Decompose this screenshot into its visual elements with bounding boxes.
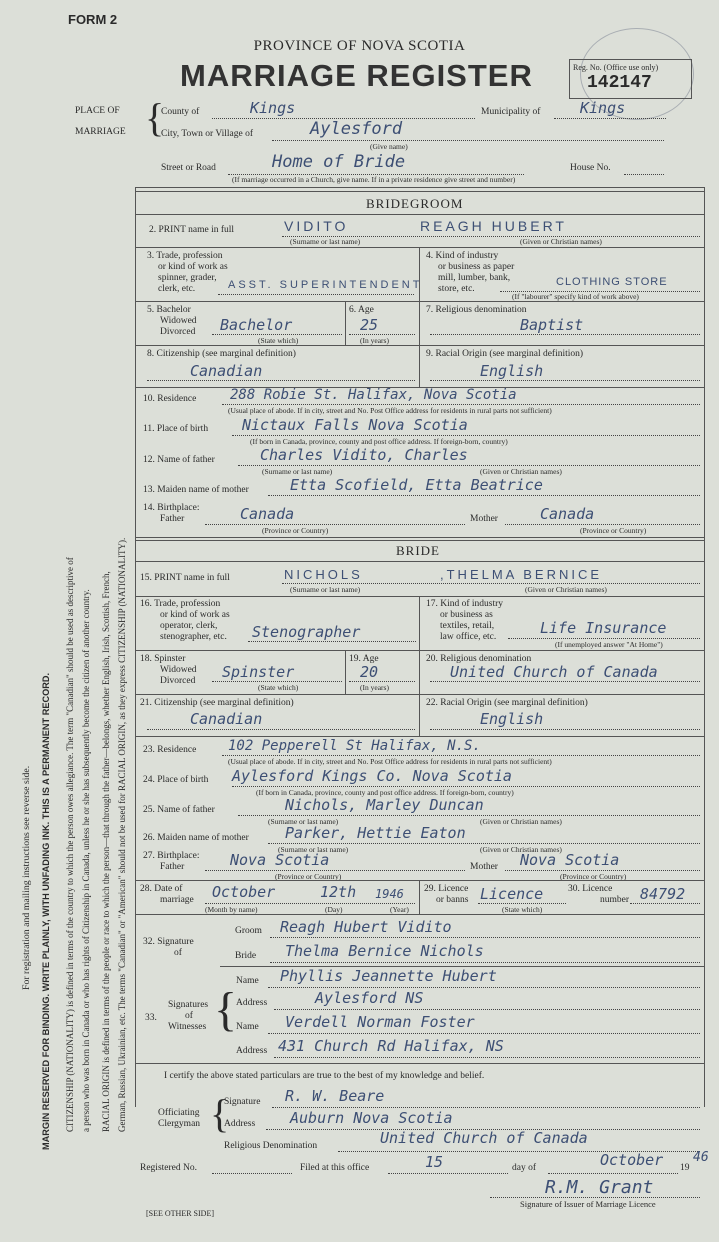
clergy-address-label: Address (224, 1119, 256, 1129)
groom-birthplace-value: Nictaux Falls Nova Scotia (242, 416, 468, 434)
place-label-2: MARRIAGE (75, 127, 126, 137)
groom-sig-label: Groom (235, 926, 262, 936)
registration-number: 142147 (587, 73, 652, 93)
groom-citizenship-value: Canadian (190, 362, 263, 380)
bride-birthplace-value: Aylesford Kings Co. Nova Scotia (232, 767, 512, 785)
bride-birthplace-label: 24. Place of birth (143, 775, 209, 785)
day-of-label: day of (512, 1163, 537, 1173)
bride-mother-birthplace-value: Nova Scotia (520, 851, 620, 869)
margin-instructions: For registration and mailing instructions see reverse side. (21, 765, 32, 990)
groom-religion-label: 7. Religious denomination (426, 305, 527, 315)
groom-birthplace-caption: (If born in Canada, province, county and post office address. If foreign-born, country) (250, 437, 508, 446)
marriage-date-label-1: 28. Date of (140, 884, 183, 894)
bride-racial-value: English (480, 710, 544, 728)
bride-father-birthplace-label: Father (160, 862, 185, 872)
witness1-address-label: Address (236, 998, 268, 1008)
groom-father-caption-1: (Surname or last name) (262, 467, 333, 476)
witness-number-label: 33. (145, 1013, 157, 1023)
filed-month: October (600, 1151, 664, 1169)
groom-trade-label-4: clerk, etc. (158, 284, 196, 294)
filed-year-suffix: 46 (693, 1150, 709, 1165)
groom-racial-value: English (480, 362, 544, 380)
margin-citizenship-1: CITIZENSHIP (NATIONALITY) is defined in terms of the country to which the person owes allegiance. The term "Canadian" should be used as descriptive of (65, 557, 75, 1132)
bride-given: ,THELMA BERNICE (440, 567, 603, 582)
give-name-caption: (Give name) (370, 142, 408, 151)
bride-mother-label: 26. Maiden name of mother (143, 833, 249, 843)
county-label: County of (161, 107, 200, 117)
issuer-caption: Signature of Issuer of Marriage Licence (520, 1199, 656, 1209)
bride-father-birthplace-value: Nova Scotia (230, 851, 330, 869)
certify-statement: I certify the above stated particulars are true to the best of my knowledge and belief. (164, 1071, 485, 1081)
marriage-day-value: 12th (320, 883, 357, 901)
groom-trade-label-1: 3. Trade, profession (147, 251, 223, 261)
groom-trade-label-3: spinner, grader, (158, 273, 217, 283)
clergy-denomination-label: Religious Denomination (224, 1141, 318, 1151)
groom-given: REAGH HUBERT (420, 218, 567, 234)
signature-label-2: of (174, 948, 182, 958)
see-other-side: [SEE OTHER SIDE] (146, 1209, 214, 1218)
groom-trade-value: ASST. SUPERINTENDENT (228, 279, 423, 291)
groom-racial-label: 9. Racial Origin (see marginal definition) (426, 349, 584, 359)
place-label-1: PLACE OF (75, 106, 120, 116)
bride-sig-label: Bride (235, 951, 257, 961)
groom-given-caption: (Given or Christian names) (520, 237, 602, 246)
place-note: (If marriage occurred in a Church, give name. If in a private residence give street and number) (232, 175, 516, 184)
groom-mother-birthplace-value: Canada (540, 505, 595, 523)
bride-name-label: 15. PRINT name in full (140, 573, 230, 583)
bride-industry-label-2: or business as (440, 610, 493, 620)
groom-birthplace-caption-2: (Province or Country) (580, 526, 647, 535)
bride-racial-label: 22. Racial Origin (see marginal definition) (426, 698, 588, 708)
groom-surname-caption: (Surname or last name) (290, 237, 361, 246)
province-heading: PROVINCE OF NOVA SCOTIA (253, 38, 466, 54)
groom-industry-label-2: or business as paper (438, 262, 515, 272)
bride-industry-value: Life Insurance (540, 619, 667, 637)
licence-type-sublabel: or banns (436, 895, 469, 905)
registered-no-label: Registered No. (140, 1163, 197, 1173)
groom-religion-value: Baptist (520, 316, 584, 334)
clergy-label-2: Clergyman (158, 1119, 201, 1129)
licence-type-value: Licence (480, 885, 544, 903)
bride-religion-value: United Church of Canada (450, 663, 658, 681)
groom-mother-value: Etta Scofield, Etta Beatrice (290, 476, 543, 494)
bride-surname: NICHOLS (284, 567, 363, 582)
groom-mother-birthplace-label: Mother (470, 514, 498, 524)
street-label: Street or Road (161, 163, 216, 173)
marriage-year-caption: (Year) (390, 905, 409, 914)
groom-industry-label-3: mill, lumber, bank, (438, 273, 511, 283)
bride-religion-label: 20. Religious denomination (426, 654, 532, 664)
clergy-signature-label: Signature (224, 1097, 261, 1107)
bride-industry-label-3: textiles, retail, (440, 621, 495, 631)
bride-age-caption: (In years) (360, 683, 389, 692)
bride-industry-label-4: law office, etc. (440, 632, 497, 642)
bride-heading: BRIDE (396, 543, 440, 558)
bridegroom-heading: BRIDEGROOM (366, 196, 464, 211)
city-value: Aylesford (310, 119, 403, 139)
bride-residence-value: 102 Pepperell St Halifax, N.S. (228, 738, 481, 754)
clergy-address: Auburn Nova Scotia (290, 1109, 453, 1127)
bride-status-label-2: Widowed (160, 665, 197, 675)
municipality-value: Kings (580, 99, 626, 117)
bride-birthplace-caption: (If born in Canada, province, county and post office address. If foreign-born, country) (256, 788, 514, 797)
bride-mother-value: Parker, Hettie Eaton (285, 824, 466, 842)
margin-racial-1: RACIAL ORIGIN is defined in terms of the people or race to which the person—that through the father—belongs, whether English, Irish, Scottish, French, (101, 571, 111, 1132)
licence-number-sublabel: number (600, 895, 630, 905)
issuer-signature: R.M. Grant (545, 1177, 654, 1198)
groom-father-value: Charles Vidito, Charles (260, 446, 468, 464)
witness-brace: { (214, 983, 238, 1036)
bride-trade-label-3: operator, clerk, (160, 621, 218, 631)
groom-industry-label-1: 4. Kind of industry (426, 251, 499, 261)
bride-trade-label-2: or kind of work as (160, 610, 230, 620)
groom-mother-label: 13. Maiden name of mother (143, 485, 249, 495)
groom-age-value: 25 (360, 316, 379, 334)
form-number: FORM 2 (68, 12, 118, 27)
licence-type-label: 29. Licence (424, 884, 469, 894)
witness2-address: 431 Church Rd Halifax, NS (278, 1037, 504, 1055)
signature-label-1: 32. Signature (143, 937, 194, 947)
margin-citizenship-2: a person who was born in Canada or who has rights of Citizenship in Canada, unless he or she has subsequently become the citizen of another country. (81, 589, 91, 1132)
bride-given-caption: (Given or Christian names) (525, 585, 607, 594)
bride-father-caption-2: (Given or Christian names) (480, 817, 562, 826)
groom-surname: VIDITO (284, 218, 349, 234)
registration-label: Reg. No. (Office use only) (573, 63, 659, 72)
licence-number-label: 30. Licence (568, 884, 613, 894)
witness-label-3: Witnesses (168, 1022, 207, 1032)
groom-status-caption: (State which) (258, 336, 299, 345)
bride-industry-label-1: 17. Kind of industry (426, 599, 504, 609)
bride-residence-label: 23. Residence (143, 745, 197, 755)
clergy-label-1: Officiating (158, 1108, 200, 1118)
bride-status-value: Spinster (222, 663, 295, 681)
marriage-date-label-2: marriage (160, 895, 194, 905)
house-label: House No. (570, 163, 611, 173)
bride-signature: Thelma Bernice Nichols (285, 942, 484, 960)
licence-number-value: 84792 (640, 885, 686, 903)
filed-label: Filed at this office (300, 1163, 370, 1173)
bride-father-caption-1: (Surname or last name) (268, 817, 339, 826)
bride-citizenship-label: 21. Citizenship (see marginal definition) (140, 698, 294, 708)
form-title: MARRIAGE REGISTER (180, 58, 533, 93)
marriage-month-value: October (212, 883, 276, 901)
county-value: Kings (250, 99, 296, 117)
bride-age-label: 19. Age (349, 654, 379, 664)
witness2-name: Verdell Norman Foster (285, 1013, 475, 1031)
clergy-denomination: United Church of Canada (380, 1129, 588, 1147)
bride-father-value: Nichols, Marley Duncan (285, 796, 484, 814)
groom-trade-label-2: or kind of work as (158, 262, 228, 272)
groom-father-caption-2: (Given or Christian names) (480, 467, 562, 476)
licence-type-caption: (State which) (502, 905, 543, 914)
street-value: Home of Bride (272, 152, 406, 172)
groom-name-label: 2. PRINT name in full (149, 225, 235, 235)
groom-status-label-1: 5. Bachelor (147, 305, 191, 315)
witness-label-1: Signatures (168, 1000, 209, 1010)
bride-industry-caption: (If unemployed answer "At Home") (555, 640, 663, 649)
groom-status-label-2: Widowed (160, 316, 197, 326)
bride-status-label-3: Divorced (160, 676, 196, 686)
groom-residence-label: 10. Residence (143, 394, 197, 404)
groom-industry-label-4: store, etc. (438, 284, 475, 294)
witness-label-2: of (185, 1011, 193, 1021)
bride-mother-birthplace-label: Mother (470, 862, 498, 872)
groom-signature: Reagh Hubert Vidito (280, 918, 452, 936)
filed-day: 15 (425, 1153, 444, 1171)
groom-industry-value: CLOTHING STORE (556, 276, 668, 288)
municipality-label: Municipality of (481, 107, 541, 117)
bride-birthplace-caption-2: (Province or Country) (560, 872, 627, 881)
bride-parents-birthplace-label: 27. Birthplace: (143, 851, 200, 861)
bride-trade-label-4: stenographer, etc. (160, 632, 227, 642)
marriage-month-caption: (Month by name) (205, 905, 258, 914)
marriage-year-value: 1946 (375, 887, 404, 901)
witness1-address: Aylesford NS (315, 989, 424, 1007)
groom-age-label: 6. Age (349, 305, 374, 315)
groom-residence-value: 288 Robie St. Halifax, Nova Scotia (230, 387, 517, 403)
groom-birthplace-label: 11. Place of birth (143, 424, 209, 434)
groom-status-value: Bachelor (220, 316, 293, 334)
bride-surname-caption: (Surname or last name) (290, 585, 361, 594)
witness2-address-label: Address (236, 1046, 268, 1056)
witness2-name-label: Name (236, 1022, 259, 1032)
bride-mother-caption-1: (Surname or last name) (278, 845, 349, 854)
bride-father-label: 25. Name of father (143, 805, 215, 815)
groom-birthplace-caption-1: (Province or Country) (262, 526, 329, 535)
bride-birthplace-caption-1: (Province or Country) (275, 872, 342, 881)
groom-age-caption: (In years) (360, 336, 389, 345)
bride-age-value: 20 (360, 663, 379, 681)
groom-status-label-3: Divorced (160, 327, 196, 337)
witness1-name: Phyllis Jeannette Hubert (280, 967, 497, 985)
bride-mother-caption-2: (Given or Christian names) (480, 845, 562, 854)
city-label: City, Town or Village of (161, 129, 253, 139)
marriage-day-caption: (Day) (325, 905, 343, 914)
bride-citizenship-value: Canadian (190, 710, 263, 728)
bride-residence-caption: (Usual place of abode. If in city, street and No. Post Office address for residents in rural parts not sufficient) (228, 757, 552, 766)
groom-citizenship-label: 8. Citizenship (see marginal definition) (147, 349, 296, 359)
filed-year-prefix: 19 (680, 1163, 690, 1173)
bride-trade-value: Stenographer (252, 623, 361, 641)
margin-binding-note: MARGIN RESERVED FOR BINDING. WRITE PLAINLY, WITH UNFADING INK. THIS IS A PERMANENT RECORD. (41, 672, 51, 1150)
groom-residence-caption: (Usual place of abode. If in city, street and No. Post Office address for residents in rural parts not sufficient) (228, 406, 552, 415)
bride-trade-label-1: 16. Trade, profession (140, 599, 221, 609)
clergy-brace: { (210, 1091, 230, 1136)
witness1-name-label: Name (236, 976, 259, 986)
groom-industry-caption: (If "labourer" specify kind of work above) (512, 292, 639, 301)
bride-status-label-1: 18. Spinster (140, 654, 186, 664)
groom-father-birthplace-label: Father (160, 514, 185, 524)
groom-father-birthplace-value: Canada (240, 505, 295, 523)
bride-status-caption: (State which) (258, 683, 299, 692)
place-brace: { (145, 95, 165, 140)
margin-racial-2: German, Russian, Ukrainian, etc. The terms "Canadian" or "American" should not be used for RACIAL ORIGIN, as they express CITIZENSHIP (NATIONALITY). (117, 537, 127, 1132)
clergy-signature: R. W. Beare (285, 1087, 385, 1105)
groom-parents-birthplace-label: 14. Birthplace: (143, 503, 200, 513)
groom-father-label: 12. Name of father (143, 455, 215, 465)
